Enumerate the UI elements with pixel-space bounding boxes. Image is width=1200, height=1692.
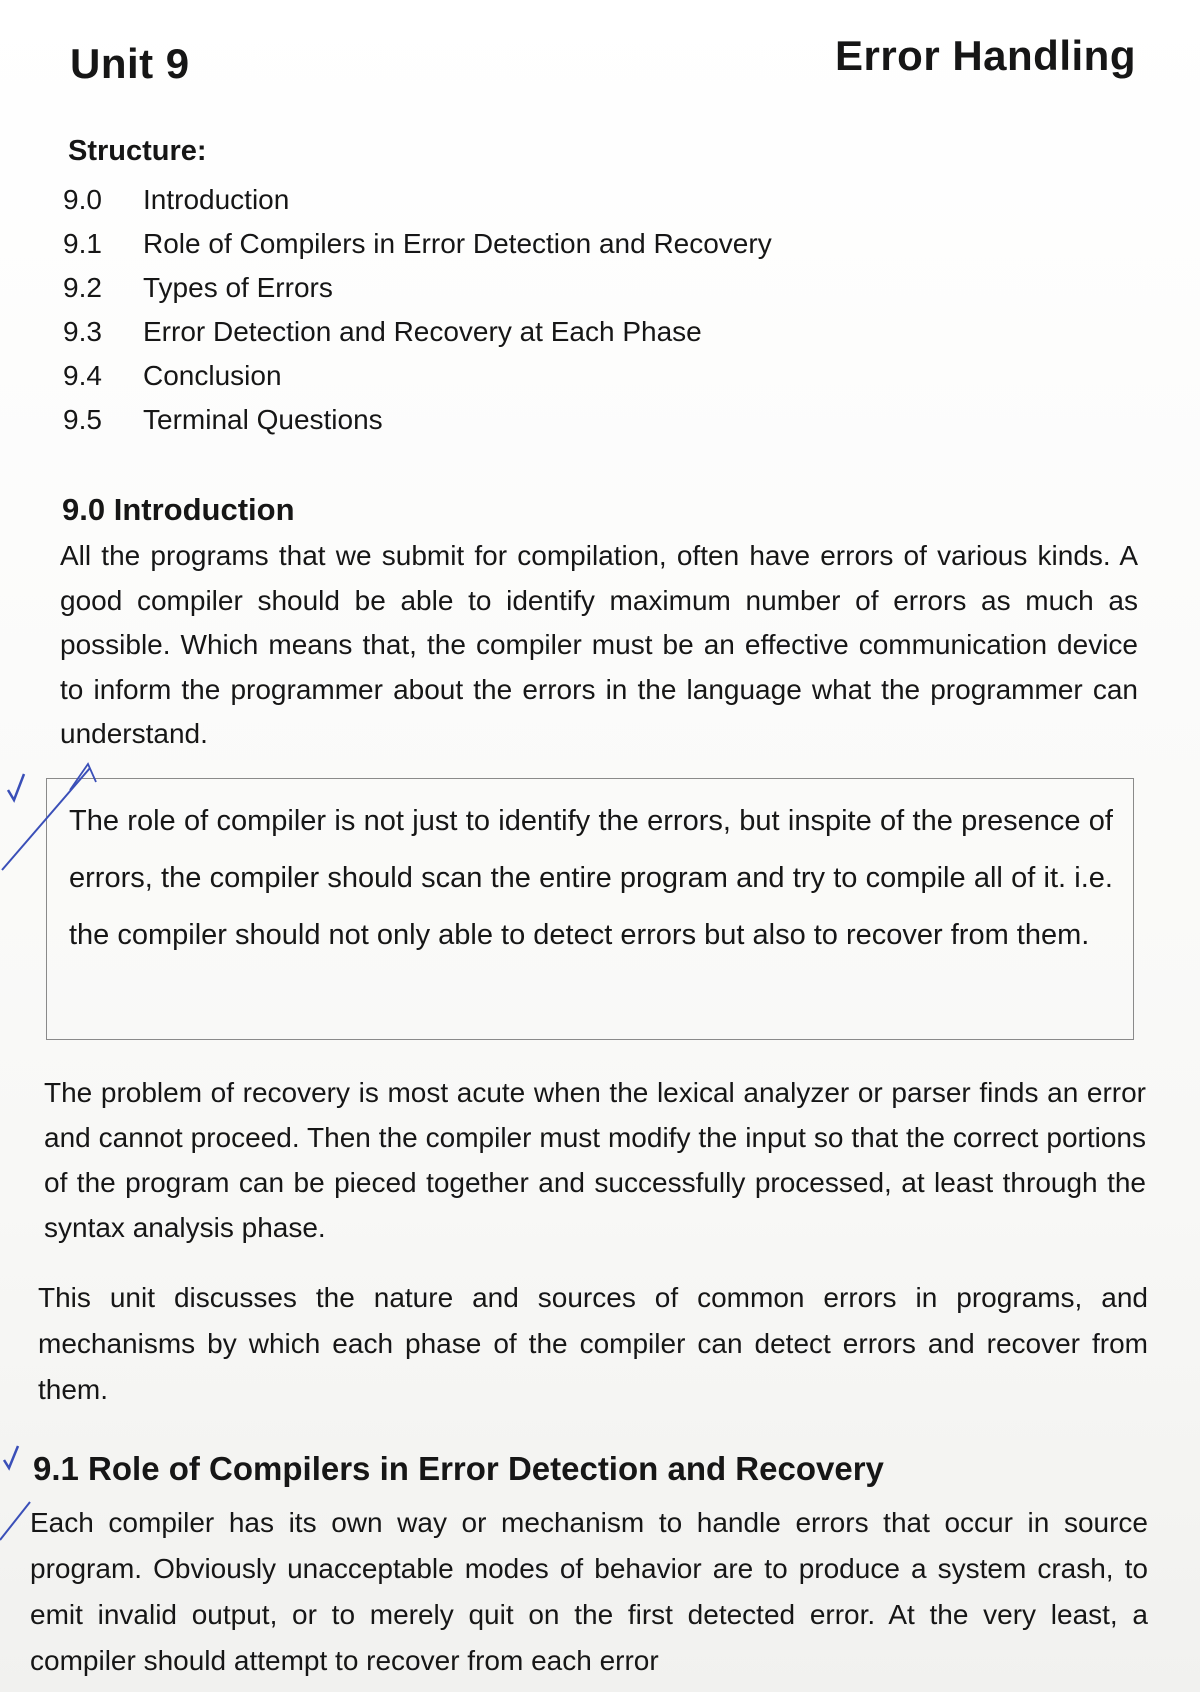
structure-item-title: Terminal Questions (143, 404, 383, 435)
structure-item-title: Error Detection and Recovery at Each Phase (143, 316, 702, 347)
structure-item (63, 310, 772, 354)
highlight-box (46, 778, 1134, 1040)
intro-heading: 9.0 Introduction (62, 492, 295, 527)
recovery-paragraph: The problem of recovery is most acute when the lexical analyzer or parser finds an error and cannot proceed. Then the compiler must modify the input so that the correct portions of the program can be pieced together and successfully processed, at least through the syntax analysis phase. (44, 1077, 1146, 1243)
unit-label: Unit 9 (70, 40, 190, 87)
structure-item-title: Conclusion (143, 360, 282, 391)
structure-item-number: 9.2 (63, 272, 102, 303)
structure-item-number: 9.0 (63, 184, 102, 215)
unit-overview-paragraph: This unit discusses the nature and sources of common errors in programs, and mechanisms by which each phase of the compiler can detect errors and recover from them. (38, 1282, 1148, 1405)
structure-item-title: Role of Compilers in Error Detection and Recovery (143, 228, 772, 259)
structure-item (63, 266, 772, 310)
structure-item-number: 9.4 (63, 360, 102, 391)
structure-item-title: Introduction (143, 184, 290, 215)
structure-item-number: 9.3 (63, 316, 102, 347)
highlight-box-text: The role of compiler is not just to identify the errors, but inspite of the presence of errors, the compiler should scan the entire program and try to compile all of it. i.e. the compiler should not only able to detect errors but also to recover from them. (69, 805, 1113, 951)
structure-item (63, 222, 772, 266)
structure-item (63, 178, 772, 222)
structure-item-title: Types of Errors (143, 272, 333, 303)
section-9-1-heading: 9.1 Role of Compilers in Error Detection and Recovery (33, 1450, 884, 1487)
structure-item (63, 398, 772, 442)
structure-list (63, 178, 772, 442)
structure-item (63, 354, 772, 398)
section-9-1-paragraph: Each compiler has its own way or mechanism to handle errors that occur in source program. Obviously unacceptable modes of behavior are to produce a system crash, to emit invalid output, or to merely quit on the first detected error. At the very least, a compiler should attempt to recover from each error (30, 1507, 1148, 1676)
structure-heading: Structure: (68, 135, 207, 167)
structure-item-number: 9.1 (63, 228, 102, 259)
intro-paragraph: All the programs that we submit for compilation, often have errors of various kinds. A good compiler should be able to identify maximum number of errors as much as possible. Which means that, the compiler must be an effective communication device to inform the programmer about the errors in the language what the programmer can understand. (60, 540, 1138, 749)
structure-item-number: 9.5 (63, 404, 102, 435)
unit-title: Error Handling (834, 32, 1136, 79)
